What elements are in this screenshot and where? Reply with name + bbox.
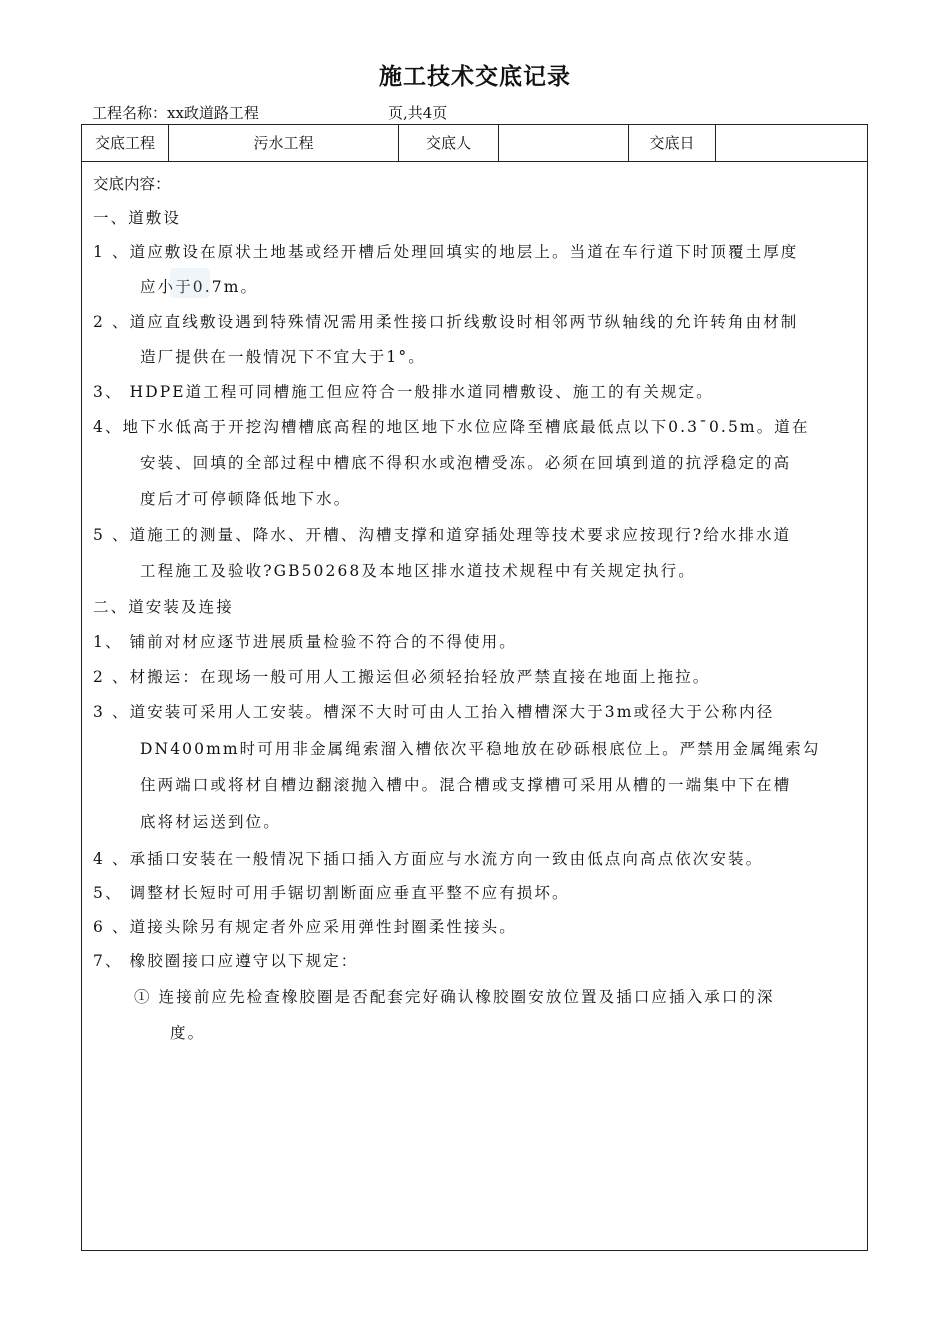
content-line: 3、 HDPE道工程可同槽施工但应符合一般排水道同槽敷设、施工的有关规定。 — [93, 383, 714, 401]
content-line: DN400mm时可用非金属绳索溜入槽依次平稳地放在砂砾根底位上。严禁用金属绳索勾 — [140, 740, 821, 758]
content-line: 住两端口或将材自槽边翻滚抛入槽中。混合槽或支撑槽可采用从槽的一端集中下在槽 — [140, 776, 792, 794]
content-line: 5、 调整材长短时可用手锯切割断面应垂直平整不应有损坏。 — [93, 884, 570, 902]
content-line: 2 、材搬运：在现场一般可用人工搬运但必须轻抬轻放严禁直接在地面上拖拉。 — [93, 668, 711, 686]
content-heading: 交底内容： — [93, 175, 171, 193]
content-line: 2 、道应直线敷设遇到特殊情况需用柔性接口折线敷设时相邻两节纵轴线的允许转角由材制 — [93, 313, 799, 331]
content-line: 6 、道接头除另有规定者外应采用弹性封圈柔性接头。 — [93, 918, 517, 936]
work-label: 交底工程 — [82, 125, 169, 161]
person-label: 交底人 — [399, 125, 499, 161]
content-line: 5 、道施工的测量、降水、开槽、沟槽支撑和道穿插处理等技术要求应按现行?给水排水道 — [93, 526, 792, 544]
content-line: 1 、道应敷设在原状土地基或经开槽后处理回填实的地层上。当道在车行道下时顶覆土厚度 — [93, 243, 799, 261]
content-line: 度。 — [170, 1024, 206, 1042]
date-value — [716, 125, 867, 161]
content-line: 底将材运送到位。 — [140, 813, 281, 831]
content-line: 度后才可停顿降低地下水。 — [140, 490, 352, 508]
document-title: 施工技术交底记录 — [379, 63, 571, 90]
page-count: 页,共4页 — [388, 104, 448, 122]
content-line: 3 、道安装可采用人工安装。槽深不大时可由人工抬入槽槽深大于3m或径大于公称内径 — [93, 703, 775, 721]
content-line: 1、 铺前对材应逐节进展质量检验不符合的不得使用。 — [93, 633, 517, 651]
content-line: 4、地下水低高于开挖沟槽槽底高程的地区地下水位应降至槽底最低点以下0.3¯0.5m。道在 — [93, 418, 810, 436]
content-line: 应小于0.7m。 — [140, 278, 259, 296]
content-line: 安装、回填的全部过程中槽底不得积水或泡槽受冻。必须在回填到道的抗浮稳定的高 — [140, 454, 792, 472]
person-value — [499, 125, 629, 161]
faint-watermark — [170, 268, 210, 298]
work-value: 污水工程 — [169, 125, 399, 161]
content-line: 一、道敷设 — [93, 209, 182, 227]
date-label: 交底日 — [629, 125, 716, 161]
header-row — [82, 125, 867, 162]
content-line: 7、 橡胶圈接口应遵守以下规定： — [93, 952, 359, 970]
content-line: 造厂提供在一般情况下不宜大于1°。 — [140, 348, 426, 366]
content-line: 二、道安装及连接 — [93, 598, 234, 616]
project-name: 工程名称：xx政道路工程 — [92, 104, 259, 122]
content-line: 4 、承插口安装在一般情况下插口插入方面应与水流方向一致由低点向高点依次安装。 — [93, 850, 764, 868]
content-line: 工程施工及验收?GB50268及本地区排水道技术规程中有关规定执行。 — [140, 562, 696, 580]
content-line: ① 连接前应先检查橡胶圈是否配套完好确认橡胶圈安放位置及插口应插入承口的深 — [134, 988, 775, 1006]
